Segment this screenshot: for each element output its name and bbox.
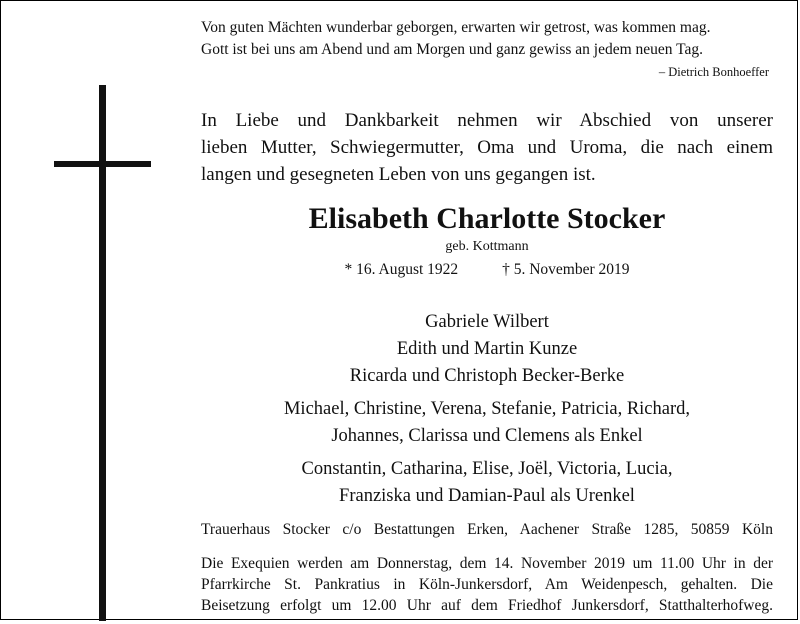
funeral-info xyxy=(201,553,773,616)
deceased-name: Elisabeth Charlotte Stocker xyxy=(308,202,666,235)
motto-author: – Dietrich Bonhoeffer xyxy=(658,65,769,79)
born-name: geb. Kottmann xyxy=(445,239,529,254)
motto-line: Von guten Mächten wunderbar geborgen, erwarten wir getrost, was kommen mag. xyxy=(201,19,711,36)
family-row: Franziska und Damian-Paul als Urenkel xyxy=(339,486,635,506)
funeral-info-line: Die Exequien werden am Donnerstag, dem 14. November 2019 um 11.00 Uhr in der xyxy=(201,555,773,572)
family-row: Ricarda und Christoph Becker-Berke xyxy=(349,366,625,386)
funeral-info-line: Beisetzung erfolgt um 12.00 Uhr auf dem Friedhof Junkersdorf, Statthalterhofweg. xyxy=(201,597,773,614)
life-dates xyxy=(201,261,773,279)
cross-icon-bar xyxy=(54,161,151,167)
family-row: Edith und Martin Kunze xyxy=(396,339,578,359)
intro-line: lieben Mutter, Schwiegermutter, Oma und Uroma, die nach einem xyxy=(201,137,773,158)
family-list xyxy=(201,309,773,510)
intro-line: In Liebe und Dankbarkeit nehmen wir Abschied von unserer xyxy=(201,110,773,131)
family-row: Constantin, Catharina, Elise, Joël, Victoria, Lucia, xyxy=(301,459,673,479)
intro-line: langen und gesegneten Leben von uns gegangen ist. xyxy=(201,164,596,185)
motto-quote xyxy=(201,17,773,61)
address-line: Trauerhaus Stocker c/o Bestattungen Erken, Aachener Straße 1285, 50859 Köln xyxy=(201,521,773,538)
intro-text xyxy=(201,107,773,188)
motto-line: Gott ist bei uns am Abend und am Morgen und ganz gewiss an jedem neuen Tag. xyxy=(201,41,704,58)
funeral-info-line: Pfarrkirche St. Pankratius in Köln-Junkersdorf, Am Weidenpesch, gehalten. Die xyxy=(201,576,773,593)
family-row: Michael, Christine, Verena, Stefanie, Patricia, Richard, xyxy=(283,399,690,419)
birth-date: * 16. August 1922 xyxy=(344,261,459,278)
family-row: Johannes, Clarissa und Clemens als Enkel xyxy=(331,426,643,446)
death-date: † 5. November 2019 xyxy=(502,261,630,278)
family-row: Gabriele Wilbert xyxy=(425,312,549,332)
